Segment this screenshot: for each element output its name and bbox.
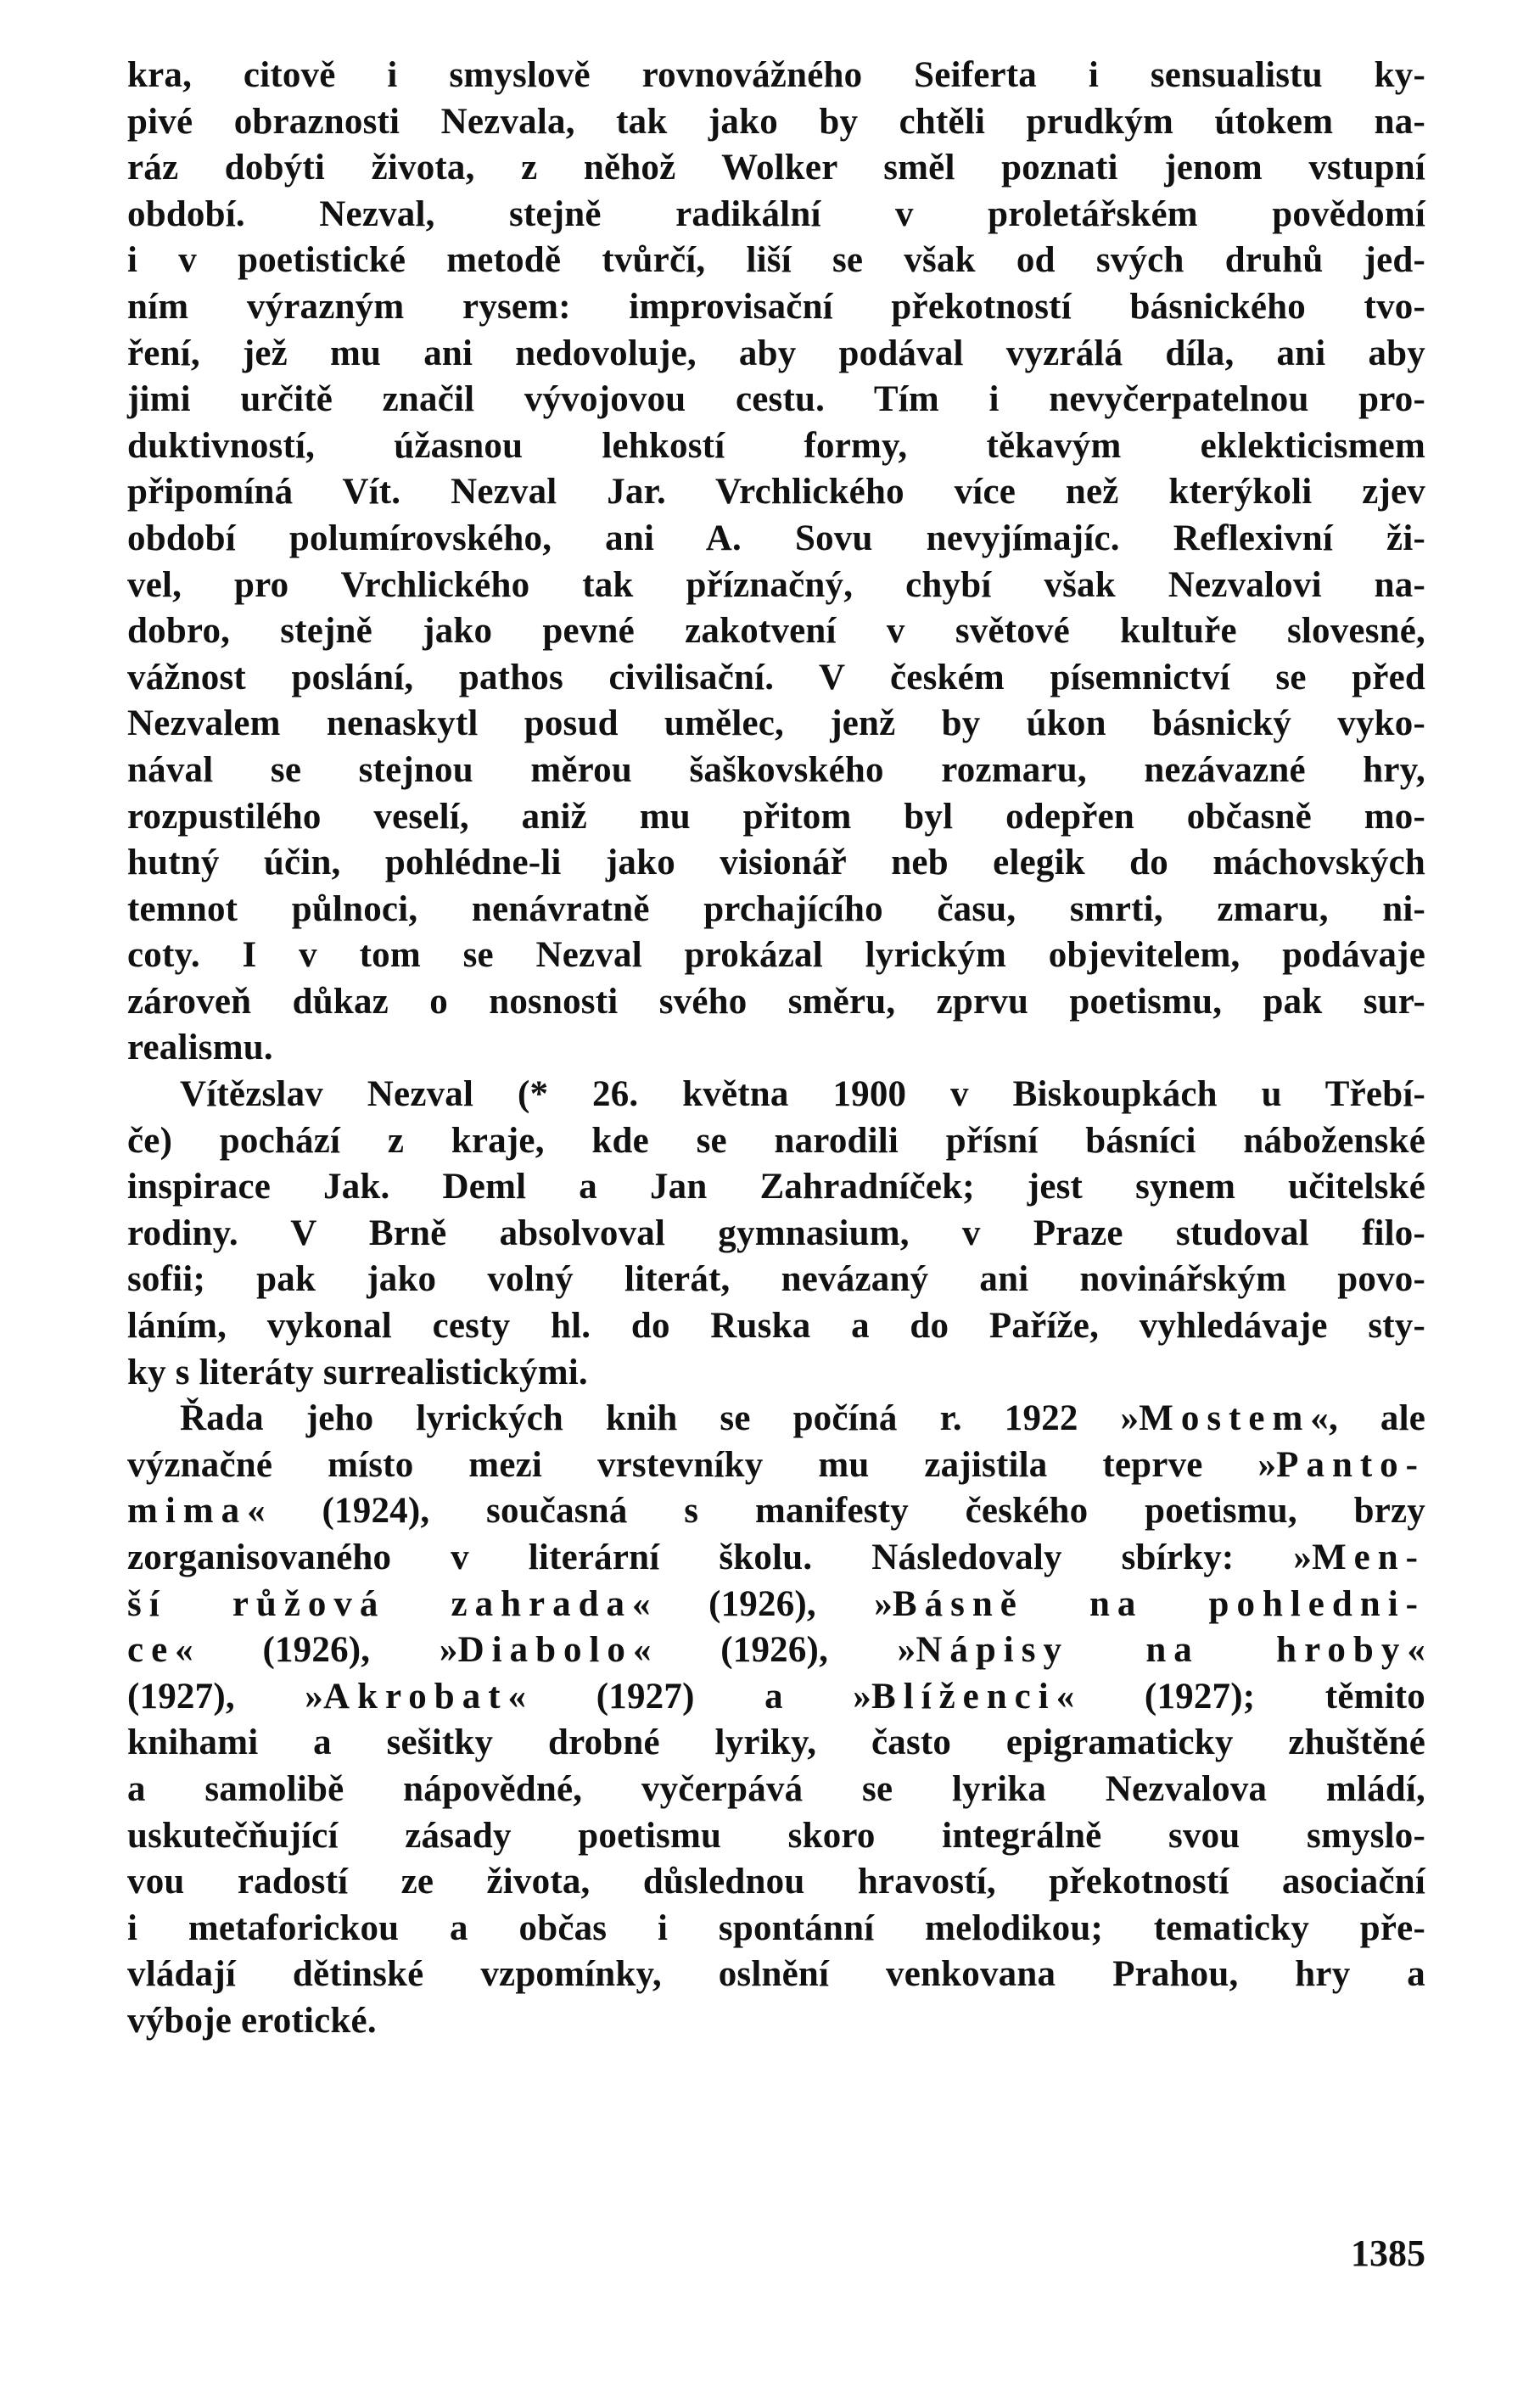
- text-line: láním, vykonal cesty hl. do Ruska a do Paříže, vyhledávaje sty-: [127, 1306, 1425, 1347]
- book-title: mima: [127, 1491, 248, 1532]
- book-title: Mostem: [1139, 1398, 1311, 1439]
- author-name: Vítězslav Nezval: [180, 1074, 474, 1115]
- text-line: hutný účin, pohlédne-li jako visionář neb elegik do máchovských: [127, 843, 1425, 883]
- text-line: připomíná Vít. Nezval Jar. Vrchlického více než kterýkoli zjev: [127, 472, 1425, 513]
- text-line: [127, 1998, 1425, 2045]
- book-title: Panto-: [1276, 1444, 1425, 1485]
- book-title: ší růžová zahrada: [127, 1583, 633, 1624]
- text-line: ření, jež mu ani nedovoluje, aby podával vyzrálá díla, ani aby: [127, 333, 1425, 373]
- text-line: [127, 1720, 1425, 1767]
- text-line: nával se stejnou měrou šaškovského rozmaru, nezávazné hry,: [127, 749, 1425, 790]
- text-line: če) pochází z kraje, kde se narodili přísní básníci náboženské: [127, 1120, 1425, 1161]
- text-line: rozpustilého veselí, aniž mu přitom byl odepřen občasně mo-: [127, 796, 1425, 837]
- text-segment: (1927), »: [127, 1676, 324, 1717]
- book-title: Men-: [1312, 1538, 1425, 1577]
- text-segment: vou radostí ze života, důslednou hravostí, překotností asociační: [127, 1862, 1425, 1902]
- text-line: [127, 1072, 1425, 1118]
- text-line: jimi určitě značil vývojovou cestu. Tím i nevyčerpatelnou pro-: [127, 379, 1425, 420]
- text-line: realismu.: [127, 1028, 273, 1068]
- text-segment: vládají dětinské vzpomínky, oslnění venkovana Prahou, hry a: [127, 1954, 1425, 1995]
- text-segment: « (1927) a »: [507, 1676, 872, 1717]
- text-line: [127, 1859, 1425, 1906]
- text-segment: «, ale: [1310, 1398, 1426, 1439]
- text-line: vážnost poslání, pathos civilisační. V českém písemnictví se před: [127, 657, 1425, 697]
- book-title: Akrobat: [323, 1676, 508, 1717]
- text-line: sofii; pak jako volný literát, nevázaný ani novinářským povo-: [127, 1259, 1425, 1300]
- text-line: [127, 1442, 1425, 1489]
- text-line: [127, 1582, 1425, 1628]
- text-segment: « (1926), »: [632, 1583, 893, 1624]
- text-line: vel, pro Vrchlického tak příznačný, chybí však Nezvalovi na-: [127, 564, 1425, 605]
- book-title: ce: [127, 1630, 176, 1671]
- text-line: [127, 1952, 1425, 1998]
- text-line: dobro, stejně jako pevné zakotvení v světové kultuře slovesné,: [127, 611, 1425, 652]
- text-line: [127, 1674, 1425, 1721]
- page-body: [127, 53, 1425, 2045]
- text-line: [127, 1488, 1425, 1535]
- text-segment: i metaforickou a občas i spontánní melodikou; tematicky pře-: [127, 1907, 1425, 1948]
- text-segment: «: [1407, 1630, 1426, 1671]
- paragraph-2: [127, 1072, 1425, 1396]
- text-line: [127, 1535, 1425, 1582]
- text-segment: knihami a sešitky drobné lyriky, často epigramaticky zhuštěné: [127, 1722, 1425, 1763]
- text-line: období polumírovského, ani A. Sovu nevyjímajíc. Reflexivní ži-: [127, 518, 1425, 558]
- book-title: Básně na pohledni-: [892, 1583, 1425, 1624]
- text-segment: « (1924), současná s manifesty českého poetismu, brzy: [247, 1491, 1425, 1532]
- text-line: duktivností, úžasnou lehkostí formy, těkavým eklekticismem: [127, 425, 1425, 466]
- text-line: temnot půlnoci, nenávratně prchajícího času, smrti, zmaru, ni-: [127, 888, 1425, 929]
- text-line: [127, 1906, 1425, 1952]
- text-line: [127, 1767, 1425, 1813]
- text-line: kra, citově i smyslově rovnovážného Seiferta i sensualistu ky-: [127, 55, 1425, 95]
- text-segment: výboje erotické.: [127, 2000, 377, 2041]
- paragraph-3: [127, 1396, 1425, 2044]
- text-line: i v poetistické metodě tvůrčí, liší se však od svých druhů jed-: [127, 240, 1425, 281]
- book-title: Nápisy na hroby: [916, 1630, 1408, 1671]
- text-segment: « (1927); těmito: [1056, 1676, 1425, 1717]
- text-line: [127, 1396, 1425, 1442]
- text-line: [127, 1627, 1425, 1674]
- text-segment: uskutečňující zásady poetismu skoro integrálně svou smyslo-: [127, 1815, 1425, 1856]
- book-title: Blíženci: [871, 1676, 1056, 1717]
- text-line: pivé obraznosti Nezvala, tak jako by chtěli prudkým útokem na-: [127, 101, 1425, 142]
- text-line: zároveň důkaz o nosnosti svého směru, zprvu poetismu, pak sur-: [127, 981, 1425, 1022]
- text-segment: zorganisovaného v literární školu. Následovaly sbírky: »: [127, 1538, 1313, 1577]
- text-line: inspirace Jak. Deml a Jan Zahradníček; jest synem učitelské: [127, 1167, 1425, 1207]
- text-line: ky s literáty surrealistickými.: [127, 1352, 588, 1392]
- text-line: ním výrazným rysem: improvisační překotností básnického tvo-: [127, 286, 1425, 327]
- text-segment: a samolibě nápovědné, vyčerpává se lyrika Nezvalova mládí,: [127, 1768, 1425, 1809]
- text-line: coty. I v tom se Nezval prokázal lyrickým objevitelem, podávaje: [127, 935, 1425, 976]
- text-line: [127, 1813, 1425, 1860]
- paragraph-1: [127, 53, 1425, 1072]
- text-segment: « (1926), »: [632, 1630, 916, 1671]
- text-line: ráz dobýti života, z něhož Wolker směl poznati jenom vstupní: [127, 148, 1425, 188]
- text-segment: (* 26. května 1900 v Biskoupkách u Třebí-: [473, 1074, 1425, 1115]
- text-line: Nezvalem nenaskytl posud umělec, jenž by úkon básnický vyko-: [127, 703, 1425, 744]
- book-title: Diabolo: [457, 1630, 633, 1671]
- page-number: 1385: [1351, 2232, 1425, 2274]
- text-segment: « (1926), »: [175, 1630, 458, 1671]
- text-line: rodiny. V Brně absolvoval gymnasium, v Praze studoval filo-: [127, 1213, 1425, 1253]
- text-segment: Řada jeho lyrických knih se počíná r. 1922 »: [180, 1398, 1140, 1439]
- text-line: období. Nezval, stejně radikální v proletářském povědomí: [127, 193, 1425, 234]
- text-segment: význačné místo mezi vrstevníky mu zajistila teprve »: [127, 1444, 1277, 1485]
